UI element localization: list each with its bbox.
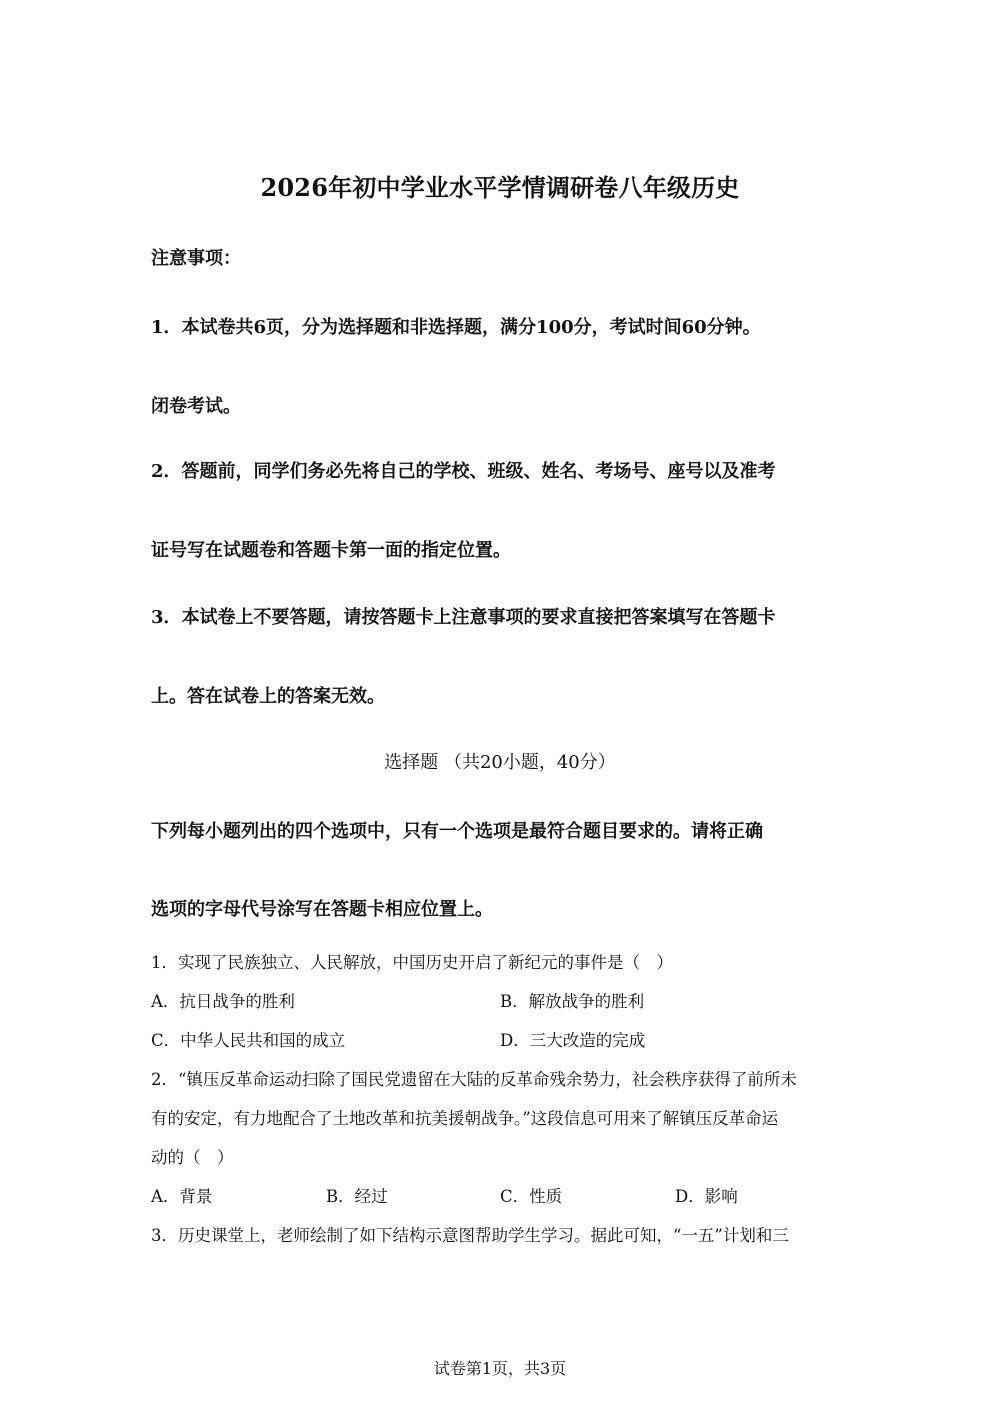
notice-heading: 注意事项：	[151, 248, 241, 269]
section-instruction: 选项的字母代号涂写在答题卡相应位置上。	[151, 899, 493, 920]
question-2-stem: 有的安定，有力地配合了土地改革和抗美援朝战争。”这段信息可用来了解镇压反革命运	[151, 1109, 779, 1128]
notice-line: 3．本试卷上不要答题，请按答题卡上注意事项的要求直接把答案填写在答题卡	[151, 607, 776, 628]
page-footer: 试卷第1页，共3页	[433, 1359, 567, 1378]
notice-line: 证号写在试题卷和答题卡第一面的指定位置。	[151, 540, 511, 561]
notice-line: 闭卷考试。	[151, 396, 241, 417]
question-1-option-a: A．抗日战争的胜利	[151, 992, 295, 1011]
question-2-option-a: A．背景	[151, 1187, 213, 1206]
section-instruction: 下列每小题列出的四个选项中，只有一个选项是最符合题目要求的。请将正确	[151, 821, 763, 842]
notice-line: 上。答在试卷上的答案无效。	[151, 686, 385, 707]
question-2-option-c: C．性质	[500, 1187, 563, 1206]
page-title: 2026年初中学业水平学情调研卷八年级历史	[260, 173, 740, 202]
question-2-stem: 2．“镇压反革命运动扫除了国民党遗留在大陆的反革命残余势力，社会秩序获得了前所未	[151, 1070, 797, 1089]
notice-line: 2．答题前，同学们务必先将自己的学校、班级、姓名、考场号、座号以及准考	[151, 461, 776, 482]
notice-line: 1．本试卷共6页，分为选择题和非选择题，满分100分，考试时间60分钟。	[151, 317, 761, 338]
question-2-stem: 动的（ ）	[151, 1148, 234, 1167]
question-2-option-d: D．影响	[675, 1187, 738, 1206]
question-1-option-c: C．中华人民共和国的成立	[151, 1031, 346, 1050]
question-1-stem: 1．实现了民族独立、人民解放，中国历史开启了新纪元的事件是（ ）	[151, 953, 673, 972]
question-1-option-d: D．三大改造的完成	[500, 1031, 646, 1050]
question-3-stem: 3．历史课堂上，老师绘制了如下结构示意图帮助学生学习。据此可知，“一五”计划和三	[151, 1226, 789, 1245]
question-2-option-b: B．经过	[326, 1187, 388, 1206]
question-1-option-b: B．解放战争的胜利	[500, 992, 645, 1011]
section-title: 选择题 （共20小题，40分）	[384, 752, 616, 773]
